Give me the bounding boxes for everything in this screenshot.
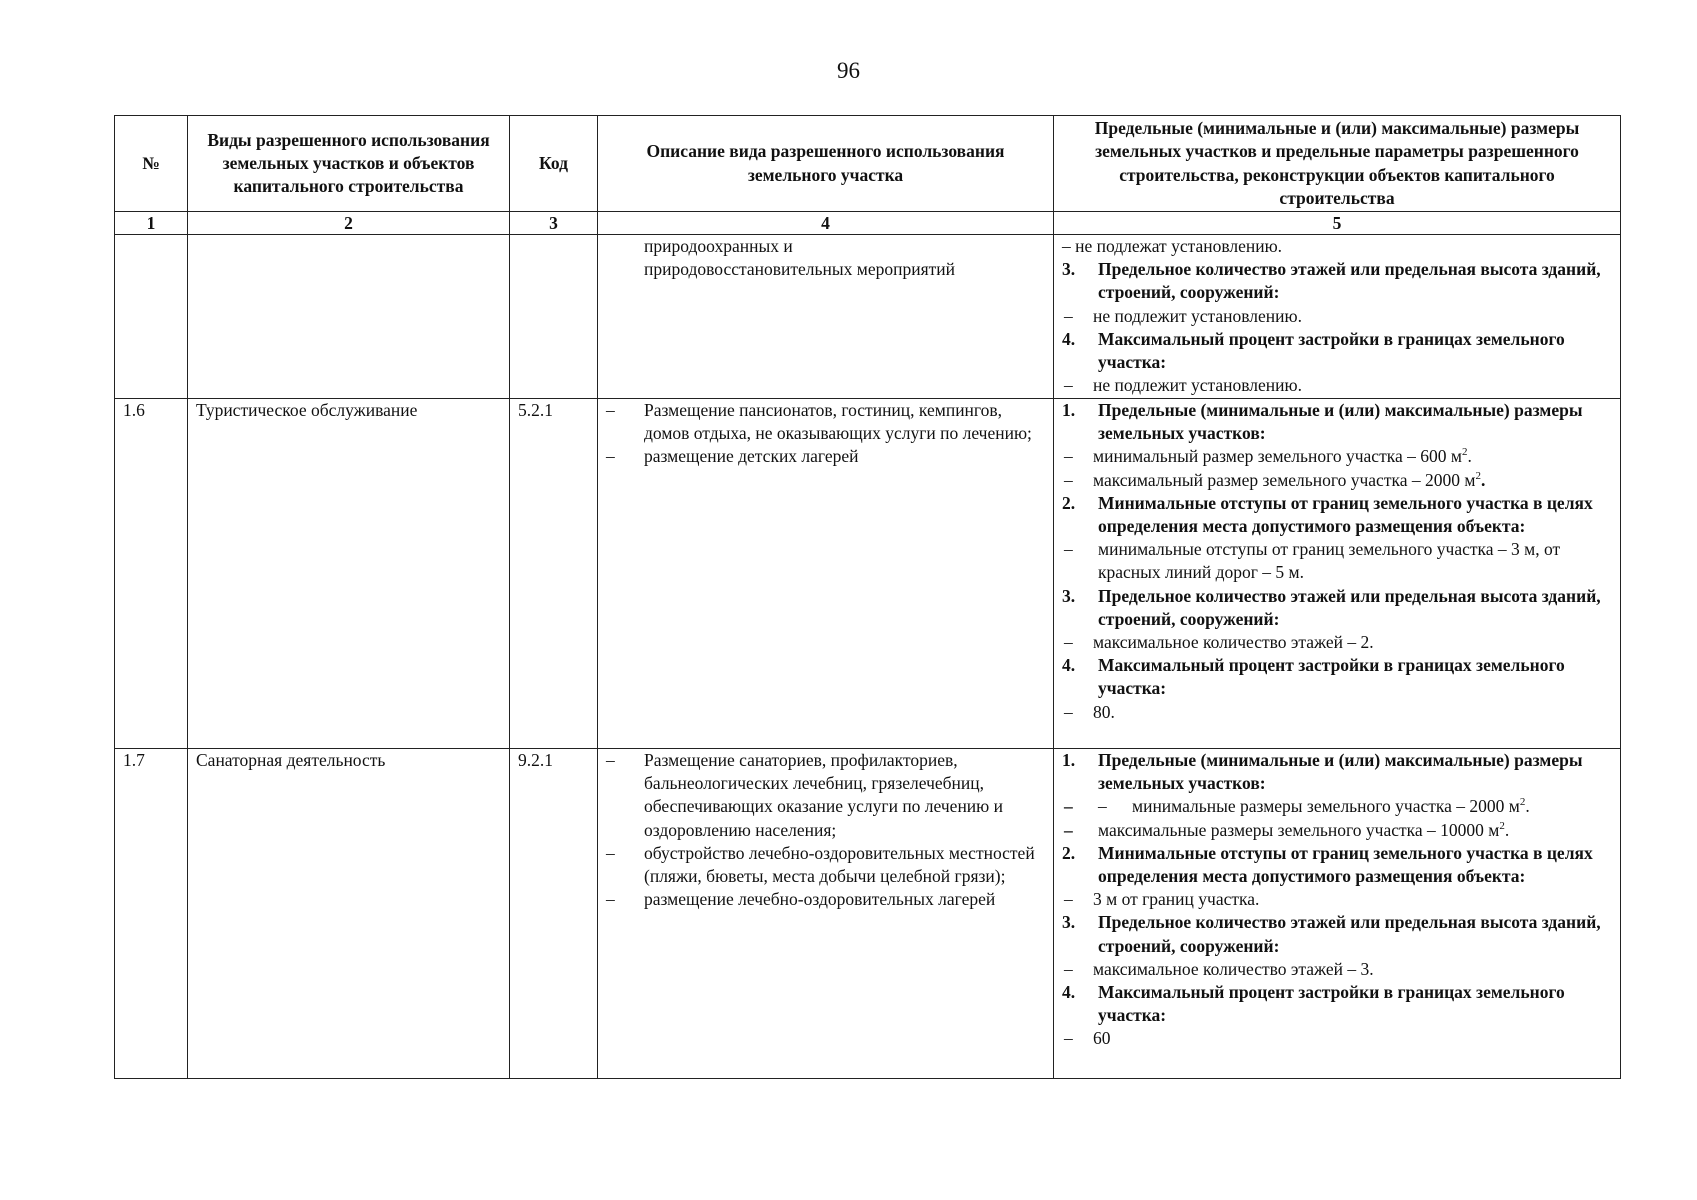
parameters-cell [1054, 235, 1621, 399]
code-cell: 9.2.1 [510, 749, 598, 1079]
header-number: № [115, 116, 188, 212]
description-cell [598, 749, 1054, 1079]
code-cell [510, 235, 598, 399]
param-item-coverage: 4. Максимальный процент застройки в границах земельного участка: [1062, 982, 1565, 1026]
description-item: – размещение детских лагерей [606, 446, 859, 467]
param-value-line: – максимальное количество этажей – 3. [1064, 958, 1374, 979]
description-item: – обустройство лечебно-оздоровительных местностей (пляжи, бюветы, места добычи целебной грязи); [606, 842, 1035, 887]
header-description: Описание вида разрешенного использования земельного участка [598, 116, 1054, 212]
table-header-row [115, 116, 1621, 212]
param-value-line: – 3 м от границ участка. [1064, 889, 1260, 910]
param-value-line: – не подлежит установлению. [1064, 375, 1302, 396]
description-line: природоохранных и [644, 236, 793, 256]
param-item-floors: 3. Предельное количество этажей или предельная высота зданий, строений, сооружений: [1062, 585, 1601, 629]
param-value-line: – максимальное количество этажей – 2. [1064, 632, 1374, 653]
description-item: – размещение лечебно-оздоровительных лагерей [606, 889, 996, 910]
param-value-line: – 80. [1064, 701, 1115, 722]
param-item-floors: 3. Предельное количество этажей или предельная высота зданий, строений, сооружений: [1062, 259, 1601, 303]
page-number: 96 [837, 58, 860, 83]
use-type-cell [188, 235, 510, 399]
use-type-cell: Санаторная деятельность [188, 749, 510, 1079]
description-cell [598, 235, 1054, 399]
table-row-1-7 [115, 749, 1621, 1079]
param-item-floors: 3. Предельное количество этажей или предельная высота зданий, строений, сооружений: [1062, 912, 1601, 956]
use-type-cell: Туристическое обслуживание [188, 399, 510, 749]
header-parameters: Предельные (минимальные и (или) максимальные) размеры земельных участков и предельные параметры разрешенного строительства, реконструкции объектов капитального строительства [1054, 116, 1621, 212]
code-cell: 5.2.1 [510, 399, 598, 749]
column-number: 1 [115, 212, 188, 235]
param-value-line: – 60 [1064, 1028, 1111, 1049]
row-number-cell [115, 235, 188, 399]
column-number: 2 [188, 212, 510, 235]
param-value-line: – максимальный размер земельного участка – 2000 $м^2$. [1064, 469, 1486, 490]
column-number-row [115, 212, 1621, 235]
description-item: – Размещение пансионатов, гостиниц, кемпингов, домов отдыха, не оказывающих услуги по лечению; [606, 400, 1032, 444]
column-number: 4 [598, 212, 1054, 235]
param-item-setbacks: 2. Минимальные отступы от границ земельного участка в целях определения места допустимого размещения объекта: [1062, 492, 1593, 537]
table-row-1-6 [115, 399, 1621, 749]
param-item-coverage: 4. Максимальный процент застройки в границах земельного участка: [1062, 328, 1565, 373]
table-row-continuation [115, 235, 1621, 399]
row-number-cell: 1.6 [115, 399, 188, 749]
description-line: природовосстановительных мероприятий [644, 259, 955, 280]
param-value-line: – – минимальные размеры земельного участка – 2000 $м^2$. [1064, 796, 1530, 817]
column-number: 3 [510, 212, 598, 235]
parameters-cell [1054, 749, 1621, 1079]
parameters-cell [1054, 399, 1621, 749]
header-code: Код [510, 116, 598, 212]
param-item-sizes: 1. Предельные (минимальные и (или) максимальные) размеры земельных участков: [1062, 400, 1583, 444]
column-number: 5 [1054, 212, 1621, 235]
param-item-sizes: 1. Предельные (минимальные и (или) максимальные) размеры земельных участков: [1062, 750, 1583, 794]
param-value-line: – минимальный размер земельного участка – 600 $м^2$. [1064, 446, 1472, 467]
param-value-line: – не подлежит установлению. [1064, 305, 1302, 326]
param-item-setbacks: 2. Минимальные отступы от границ земельного участка в целях определения места допустимого размещения объекта: [1062, 842, 1593, 887]
land-use-table [114, 115, 1621, 1079]
param-value-line: – минимальные отступы от границ земельного участка – 3 м, от красных линий дорог – 5 м. [1064, 539, 1561, 583]
param-value-line: – не подлежат установлению. [1062, 236, 1283, 256]
description-item: – Размещение санаториев, профилакториев, бальнеологических лечебниц, грязелечебниц, обеспечивающих оказание услуги по лечению и оздоровлению населения; [606, 750, 1003, 840]
row-number-cell: 1.7 [115, 749, 188, 1079]
description-cell [598, 399, 1054, 749]
header-use-type: Виды разрешенного использования земельных участков и объектов капитального строительства [188, 116, 510, 212]
param-item-coverage: 4. Максимальный процент застройки в границах земельного участка: [1062, 655, 1565, 699]
param-value-line: – максимальные размеры земельного участка – 10000 $м^2$. [1064, 819, 1510, 840]
